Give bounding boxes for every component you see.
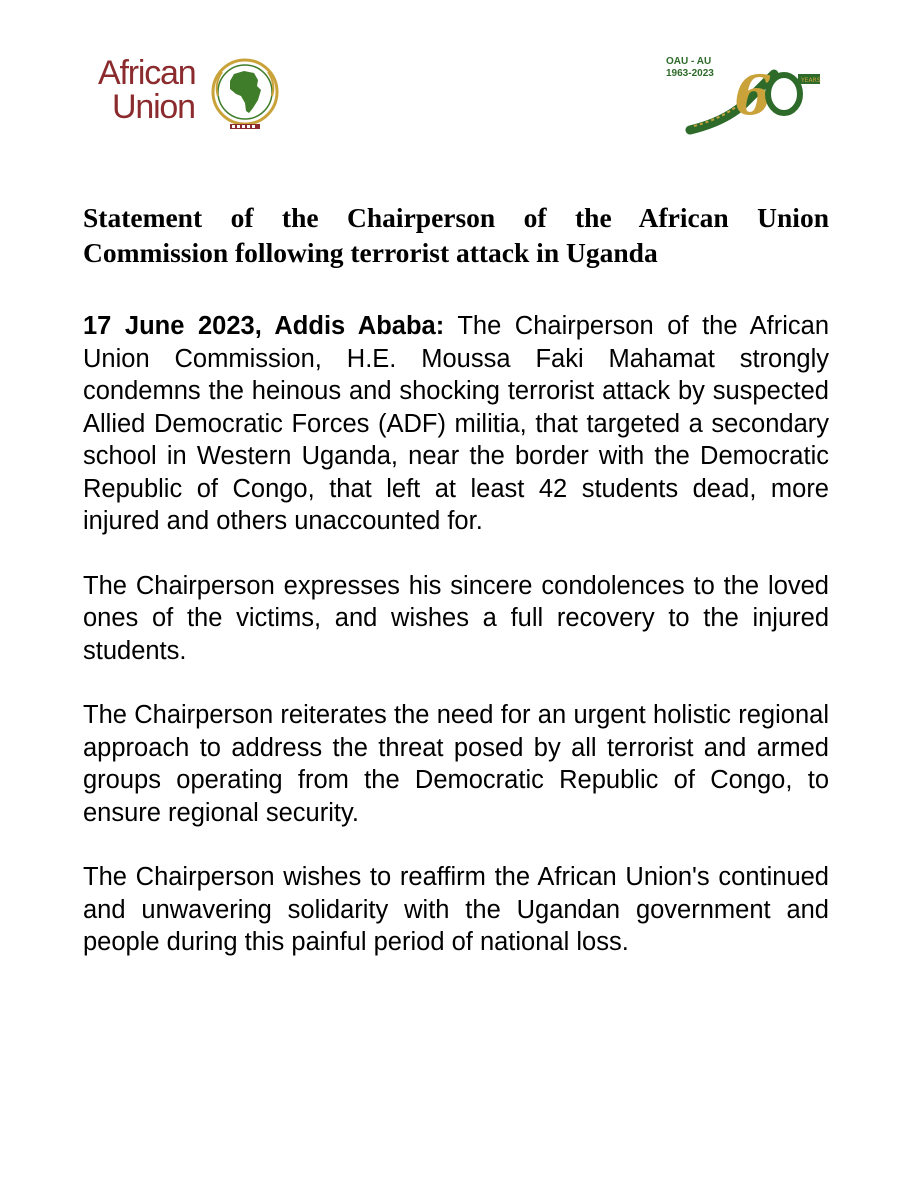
paragraph-1 — [83, 310, 829, 538]
african-union-emblem-icon — [208, 56, 282, 132]
african-union-wordmark — [98, 56, 195, 124]
paragraph-3: The Chairperson reiterates the need for an urgent holistic regional approach to address the threat posed by all terrorist and armed groups operating from the Democratic Republic of Congo, to ensure regional security. — [83, 701, 829, 827]
oau-au-label: OAU - AU — [666, 56, 712, 67]
dateline: 17 June 2023, Addis Ababa: — [83, 312, 445, 340]
paragraph-1-text: The Chairperson of the African Union Commission, H.E. Moussa Faki Mahamat strongly condemns the heinous and shocking terrorist attack by suspected Allied Democratic Forces (ADF) militia, that targeted a secondary school in Western Uganda, near the border with the Democratic Republic of Congo, that left at least 42 students dead, more injured and others unaccounted for. — [83, 312, 830, 535]
svg-text:6: 6 — [734, 63, 772, 127]
logo-line-union: Union — [112, 88, 195, 126]
logo-line-african: African — [98, 54, 196, 92]
oau-au-years-range: 1963-2023 — [666, 68, 714, 79]
paragraph-4: The Chairperson wishes to reaffirm the African Union's continued and unwavering solidarity with the Ugandan government and people during this painful period of national loss. — [83, 863, 829, 956]
oau-au-60-years-logo — [664, 56, 824, 136]
statement-title: Statement of the Chairperson of the African Union Commission following terrorist attack in Uganda — [83, 202, 829, 268]
svg-text:YEARS: YEARS — [801, 77, 821, 84]
statement-body — [83, 200, 829, 991]
african-union-logo — [98, 56, 288, 136]
oau-au-caption — [666, 56, 714, 80]
paragraph-2: The Chairperson expresses his sincere condolences to the loved ones of the victims, and wishes a full recovery to the injured students. — [83, 571, 829, 665]
